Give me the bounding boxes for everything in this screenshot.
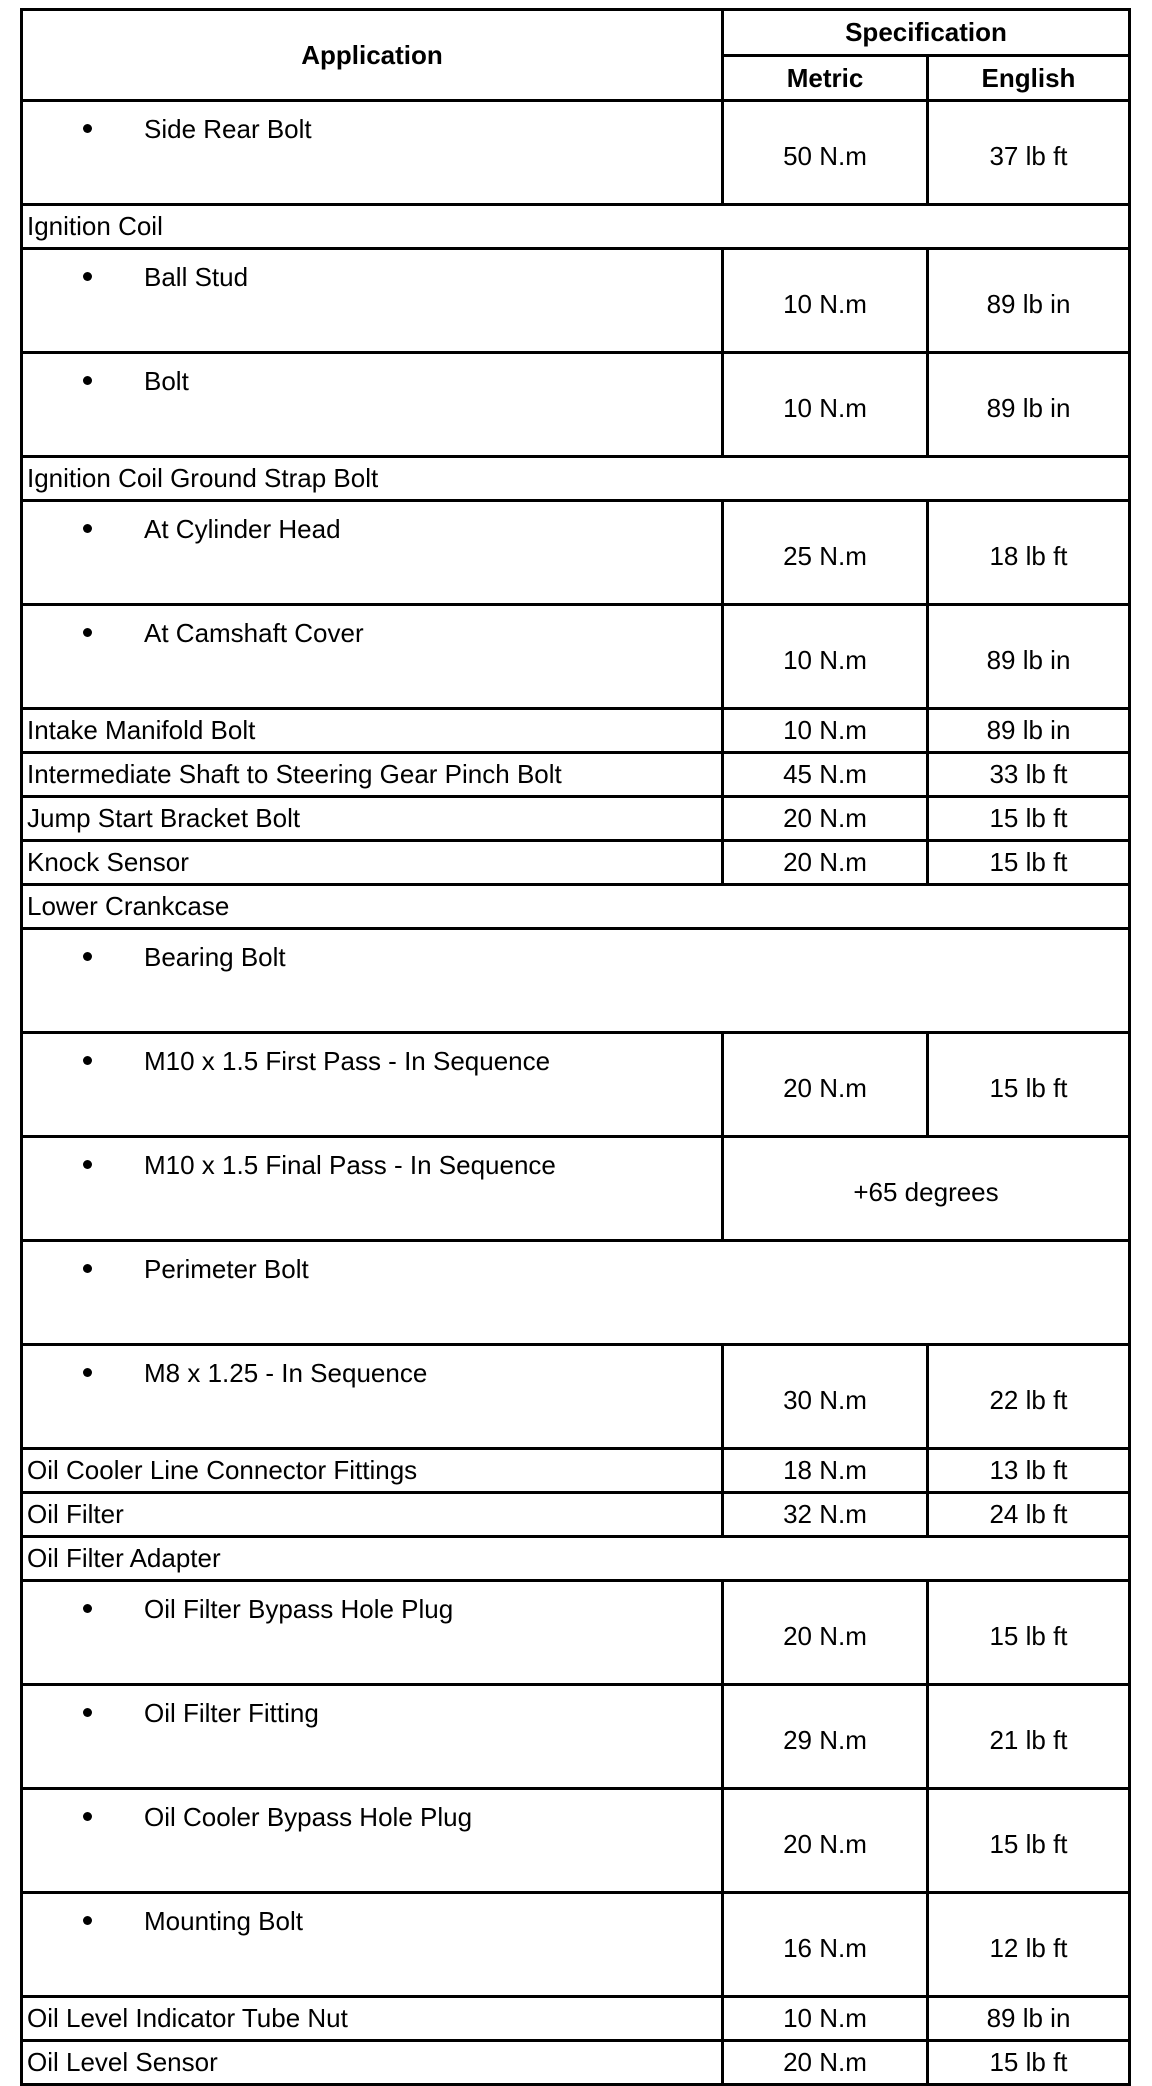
english-value: 15 lb ft (928, 841, 1130, 885)
table-row (22, 1789, 1130, 1893)
table-row (22, 1241, 1130, 1345)
table-row (22, 1449, 1130, 1493)
application-label: Bearing Bolt (144, 942, 286, 972)
application-label: Oil Filter (22, 1493, 723, 1537)
metric-value: 20 N.m (723, 797, 928, 841)
application-cell (22, 605, 723, 709)
english-value: 15 lb ft (928, 1789, 1130, 1893)
english-value: 15 lb ft (928, 2041, 1130, 2085)
metric-value: 25 N.m (723, 501, 928, 605)
table-row (22, 249, 1130, 353)
table-row (22, 1033, 1130, 1137)
application-label: Perimeter Bolt (144, 1254, 309, 1284)
table-row (22, 709, 1130, 753)
table-row (22, 885, 1130, 929)
table-row (22, 753, 1130, 797)
table-row (22, 841, 1130, 885)
application-cell (22, 249, 723, 353)
bullet-icon (83, 1160, 92, 1169)
application-cell (22, 1345, 723, 1449)
bullet-icon (83, 376, 92, 385)
metric-value: 10 N.m (723, 249, 928, 353)
table-row (22, 797, 1130, 841)
table-row (22, 605, 1130, 709)
bullet-icon (83, 1708, 92, 1717)
metric-value: 32 N.m (723, 1493, 928, 1537)
table-row (22, 1137, 1130, 1241)
table-row (22, 101, 1130, 205)
metric-header: Metric (723, 56, 928, 101)
table-body (22, 101, 1130, 2085)
application-label: Intermediate Shaft to Steering Gear Pinch Bolt (22, 753, 723, 797)
table-row (22, 457, 1130, 501)
metric-value: 10 N.m (723, 605, 928, 709)
application-label: Oil Filter Fitting (144, 1698, 319, 1728)
metric-value: 10 N.m (723, 709, 928, 753)
english-value: 12 lb ft (928, 1893, 1130, 1997)
table-row (22, 929, 1130, 1033)
table-row (22, 1537, 1130, 1581)
bullet-icon (83, 1056, 92, 1065)
torque-specification-table (20, 8, 1131, 2086)
table-row (22, 1997, 1130, 2041)
metric-value: 29 N.m (723, 1685, 928, 1789)
table-row (22, 501, 1130, 605)
bullet-icon (83, 1604, 92, 1613)
english-value: 22 lb ft (928, 1345, 1130, 1449)
english-value: 15 lb ft (928, 1033, 1130, 1137)
english-value: 89 lb in (928, 709, 1130, 753)
metric-value: 20 N.m (723, 1789, 928, 1893)
category-label: Ignition Coil (22, 205, 1130, 249)
application-label: M10 x 1.5 First Pass - In Sequence (144, 1046, 551, 1076)
category-label: Oil Filter Adapter (22, 1537, 1130, 1581)
table-row (22, 1493, 1130, 1537)
application-label: At Cylinder Head (144, 514, 341, 544)
english-value: 15 lb ft (928, 1581, 1130, 1685)
application-label: M8 x 1.25 - In Sequence (144, 1358, 428, 1388)
application-label: Oil Filter Bypass Hole Plug (144, 1594, 454, 1624)
english-header: English (928, 56, 1130, 101)
english-value: 89 lb in (928, 249, 1130, 353)
application-label: Mounting Bolt (144, 1906, 303, 1936)
application-header: Application (22, 10, 723, 101)
application-cell (22, 1241, 1130, 1345)
bullet-icon (83, 124, 92, 133)
table-row (22, 353, 1130, 457)
english-value: 89 lb in (928, 353, 1130, 457)
bullet-icon (83, 1368, 92, 1377)
bullet-icon (83, 272, 92, 281)
application-cell (22, 929, 1130, 1033)
table-row (22, 1581, 1130, 1685)
application-label: Intake Manifold Bolt (22, 709, 723, 753)
application-label: Bolt (144, 366, 189, 396)
english-value: 15 lb ft (928, 797, 1130, 841)
metric-value: 45 N.m (723, 753, 928, 797)
metric-value: 50 N.m (723, 101, 928, 205)
application-label: At Camshaft Cover (144, 618, 364, 648)
metric-value: 16 N.m (723, 1893, 928, 1997)
application-label: Jump Start Bracket Bolt (22, 797, 723, 841)
application-label: Knock Sensor (22, 841, 723, 885)
application-label: Oil Cooler Bypass Hole Plug (144, 1802, 473, 1832)
bullet-icon (83, 952, 92, 961)
metric-value: 30 N.m (723, 1345, 928, 1449)
application-label: M10 x 1.5 Final Pass - In Sequence (144, 1150, 556, 1180)
english-value: 24 lb ft (928, 1493, 1130, 1537)
metric-value: 18 N.m (723, 1449, 928, 1493)
category-label: Ignition Coil Ground Strap Bolt (22, 457, 1130, 501)
application-cell (22, 1685, 723, 1789)
application-label: Ball Stud (144, 262, 249, 292)
application-cell (22, 353, 723, 457)
english-value: 89 lb in (928, 605, 1130, 709)
application-label: Oil Level Indicator Tube Nut (22, 1997, 723, 2041)
english-value: 89 lb in (928, 1997, 1130, 2041)
specification-header: Specification (723, 10, 1130, 56)
english-value: 33 lb ft (928, 753, 1130, 797)
category-label: Lower Crankcase (22, 885, 1130, 929)
english-value: 18 lb ft (928, 501, 1130, 605)
table-row (22, 1893, 1130, 1997)
bullet-icon (83, 1264, 92, 1273)
application-cell (22, 1581, 723, 1685)
table-row (22, 205, 1130, 249)
application-label: Oil Level Sensor (22, 2041, 723, 2085)
specification-value: +65 degrees (723, 1137, 1130, 1241)
application-cell (22, 501, 723, 605)
table-row (22, 2041, 1130, 2085)
metric-value: 20 N.m (723, 2041, 928, 2085)
metric-value: 20 N.m (723, 841, 928, 885)
application-cell (22, 1893, 723, 1997)
table-row (22, 1685, 1130, 1789)
application-cell (22, 1137, 723, 1241)
bullet-icon (83, 524, 92, 533)
english-value: 21 lb ft (928, 1685, 1130, 1789)
table-row (22, 1345, 1130, 1449)
application-label: Oil Cooler Line Connector Fittings (22, 1449, 723, 1493)
application-cell (22, 1789, 723, 1893)
bullet-icon (83, 1916, 92, 1925)
english-value: 37 lb ft (928, 101, 1130, 205)
application-cell (22, 1033, 723, 1137)
metric-value: 20 N.m (723, 1033, 928, 1137)
bullet-icon (83, 1812, 92, 1821)
english-value: 13 lb ft (928, 1449, 1130, 1493)
bullet-icon (83, 628, 92, 637)
metric-value: 20 N.m (723, 1581, 928, 1685)
application-label: Side Rear Bolt (144, 114, 312, 144)
application-cell (22, 101, 723, 205)
metric-value: 10 N.m (723, 353, 928, 457)
metric-value: 10 N.m (723, 1997, 928, 2041)
